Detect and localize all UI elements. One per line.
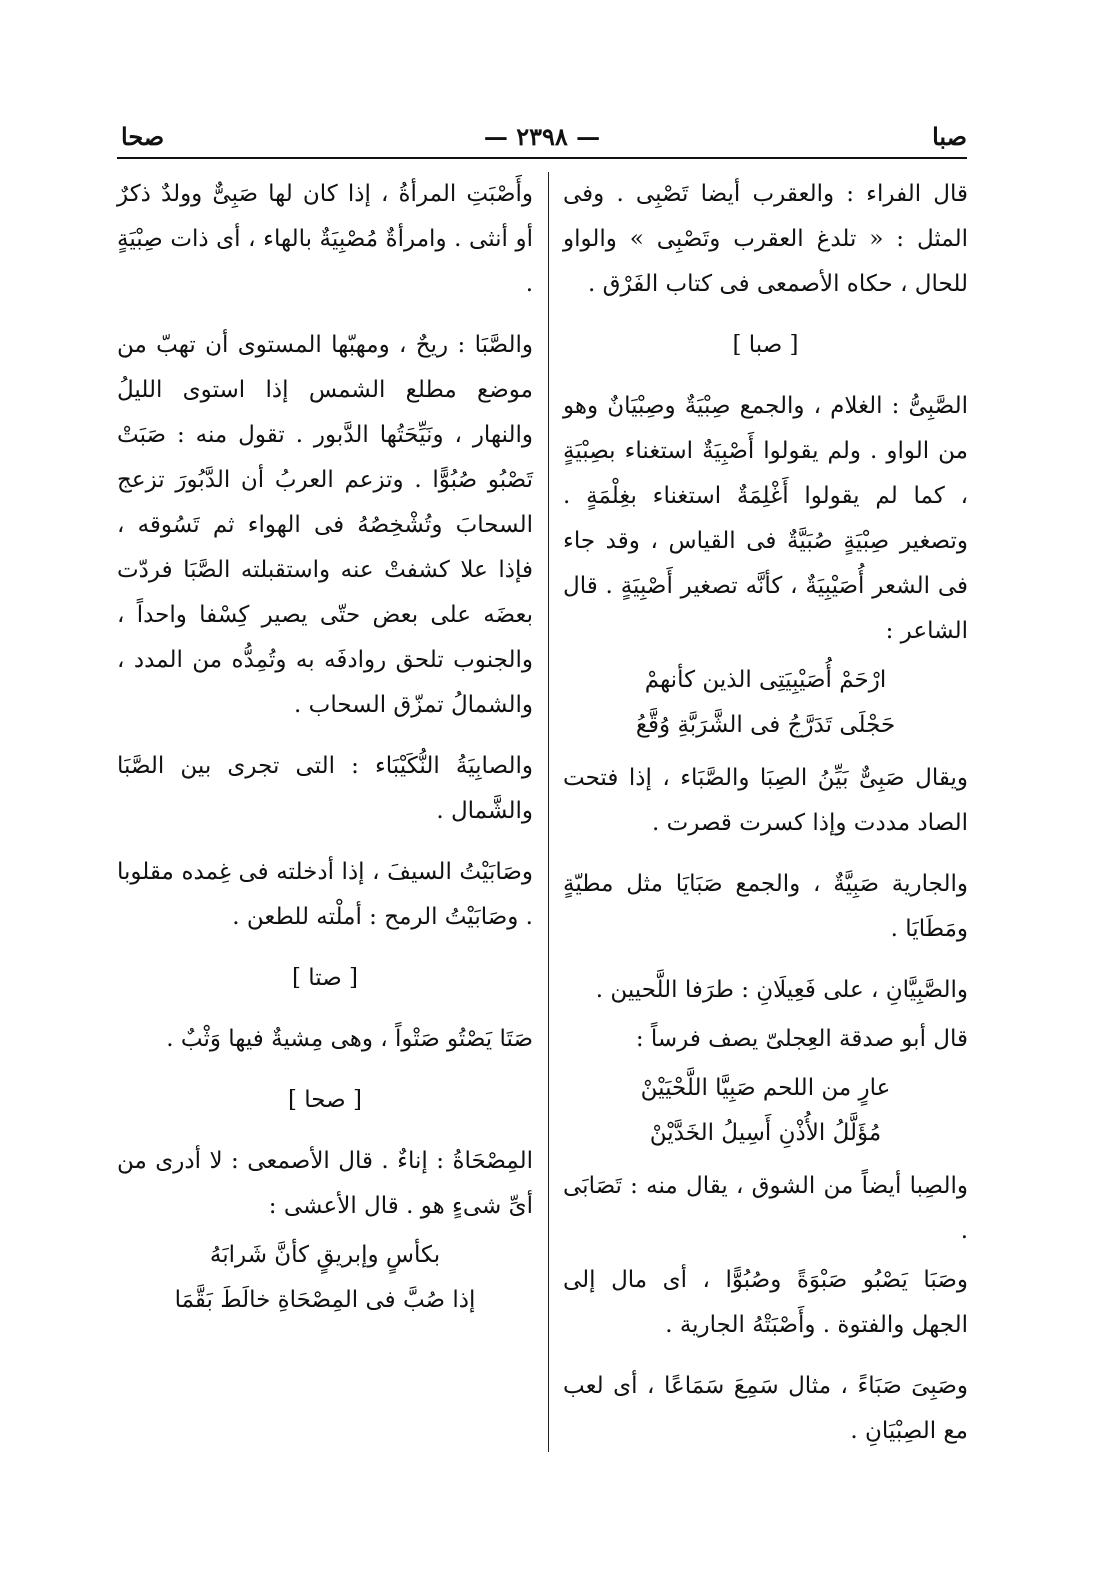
verse-line: ارْحَمْ أُصَيْبِيَتِى الذين كأنهمْ [644,667,887,693]
header-right-keyword: صبا [932,122,967,151]
paragraph: صَتَا يَصْتُو صَتْواً ، وهى مِشيةٌ فيها وَثْبٌ . [166,1026,533,1052]
verse-line: بكأسٍ وإبريقٍ كأنَّ شَرابَهُ [209,1242,441,1268]
verse-line: حَجْلَى تَدَرَّجُ فى الشَّرَبَّةِ وُقَّعُ [635,712,896,738]
paragraph: المِصْحَاةُ : إناءٌ . قال الأصمعى : لا أدرى من أىِّ شىءٍ هو . قال الأعشى : [117,1148,533,1219]
verse-line: عارٍ من اللحم صَبِيَّا اللَّحْيَيْنْ [640,1075,891,1101]
paragraph: وصَبِىَ صَبَاءً ، مثال سَمِعَ سَمَاعًا ، أى لعب مع الصِبْيَانِ . [563,1373,968,1444]
paragraph: ويقال صَبِىٌّ بَيِّنُ الصِبَا والصَّبَاء ، إذا فتحت الصاد مددت وإذا كسرت قصرت . [563,765,968,836]
paragraph: وأَصْبَتِ المرأةُ ، إذا كان لها صَبِىٌّ وولدٌ ذكرٌ أو أنثى . وامرأةٌ مُصْبِيَةٌ بالهاء ، أى ذات صِبْيَةٍ . [117,181,533,297]
entry-heading: [ صبا ] [732,332,799,358]
paragraph: والجارية صَبِيَّةٌ ، والجمع صَبَايَا مثل مطيّةٍ ومَطَايَا . [563,871,968,942]
page-header [117,118,967,156]
paragraph: والصابِيَةُ النُّكَيْبَاء : التى تجرى بين الصَّبَا والشَّمال . [117,753,533,824]
paragraph: والصَّبَا : ريحٌ ، ومهبّها المستوى أن تهبّ من موضع مطلع الشمس إذا استوى الليلُ والنهار ، ونَيِّحَتُها الدَّبور . تقول منه : صَبَتْ تَصْبُو صُبُوًّا . وتزعم العربُ أن الدَّبُورَ تزعج السحابَ وتُشْخِصُهُ فى الهواء ثم تَسُوقه ، فإذا علا كشفتْ عنه واستقبلته الصَّبَا فردّت بعضَه على بعض حتّى يصير كِسْفا واحداً ، والجنوب تلحق روادفَه به وتُمِدُّه من المدد ، والشمالُ تمزّق السحاب . [117,332,533,718]
entry-heading: [ صحا ] [288,1087,362,1113]
paragraph: وصَابَيْتُ السيفَ ، إذا أدخلته فى غِمده مقلوبا . وصَابَيْتُ الرمح : أملْته للطعن . [117,859,533,930]
paragraph: وصَبَا يَصْبُو صَبْوَةً وصُبُوًّا ، أى مال إلى الجهل والفتوة . وأَصْبَتْهُ الجارية . [563,1267,968,1338]
entry-heading: [ صتا ] [291,965,359,991]
paragraph: قال أبو صدقة العِجلىّ يصف فرساً : [635,1026,968,1052]
page-number: — ٢٣٩٨ — [483,122,601,151]
paragraph: الصَّبِىُّ : الغلام ، والجمع صِبْيَةٌ وصِبْيَانٌ وهو من الواو . ولم يقولوا أَصْبِيَةٌ استغناء بصِبْيَةٍ ، كما لم يقولوا أَغْلِمَةٌ استغناء بغِلْمَةٍ . وتصغير صِبْيَةٍ صُبَيَّةٌ فى القياس ، وقد جاء فى الشعر أُصَيْبِيَةٌ ، كأنَّه تصغير أَصْبِيَةٍ . قال الشاعر : [563,393,968,644]
paragraph: والصِبا أيضاً من الشوق ، يقال منه : تَصَابَى . [563,1173,968,1244]
paragraph: والصَّبِيَّانِ ، على فَعِيلَانِ : طرَفا اللَّحيين . [595,977,968,1003]
paragraph: قال الفراء : والعقرب أيضا تَصْبِى . وفى المثل : « تلدغ العقرب وتَصْبِى » والواو للحال ، حكاه الأصمعى فى كتاب الفَرْق . [563,181,968,297]
header-left-keyword: صحا [121,122,165,151]
right-column [563,172,968,1470]
header-rule [117,157,967,159]
left-column [117,172,533,1331]
verse-line: مُؤَلَّلُ الأُذْنِ أَسِيلُ الخَدَّيْنْ [649,1120,882,1146]
verse-line: إذا صُبَّ فى المِصْحَاةِ خالَطَ بَقَّمَا [174,1287,476,1313]
column-divider [548,172,549,1452]
